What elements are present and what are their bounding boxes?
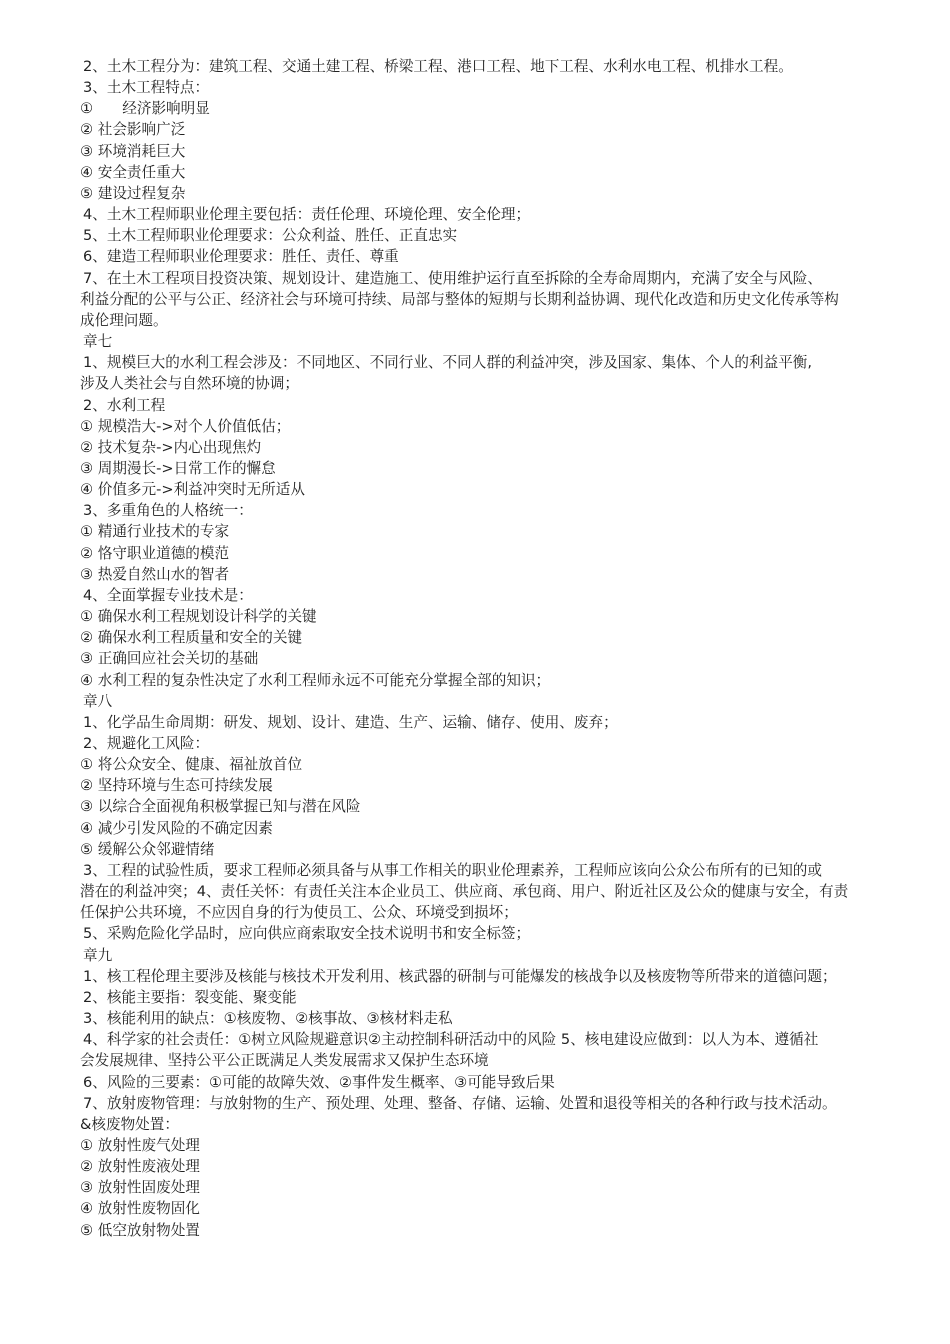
text-line: ④ 放射性废物固化: [80, 1200, 200, 1218]
text-line: 成伦理问题。: [80, 311, 168, 329]
text-line: 1、核工程伦理主要涉及核能与核技术开发利用、核武器的研制与可能爆发的核战争以及核废物等所带来的道德问题；: [83, 967, 837, 985]
text-line: 4、全面掌握专业技术是：: [83, 586, 253, 604]
text-line: ③ 热爱自然山水的智者: [80, 565, 230, 583]
text-line: 2、核能主要指：裂变能、聚变能: [83, 988, 297, 1006]
text-line: 章八: [83, 692, 113, 710]
text-line: ① 放射性废气处理: [80, 1136, 200, 1154]
text-line: 1、规模巨大的水利工程会涉及：不同地区、不同行业、不同人群的利益冲突，涉及国家、集体、个人的利益平衡,: [83, 354, 813, 372]
text-line: ① 经济影响明显: [80, 100, 210, 118]
text-line: ② 技术复杂->内心出现焦灼: [80, 438, 262, 456]
text-line: 4、土木工程师职业伦理主要包括：责任伦理、环境伦理、安全伦理；: [83, 206, 531, 224]
text-line: ③ 以综合全面视角积极掌握已知与潜在风险: [80, 798, 361, 816]
text-line: ② 恪守职业道德的模范: [80, 544, 230, 562]
text-line: 2、水利工程: [83, 396, 166, 414]
text-line: 3、核能利用的缺点：①核废物、②核事故、③核材料走私: [83, 1010, 453, 1028]
text-line: ③ 正确回应社会关切的基础: [80, 650, 259, 668]
text-line: 涉及人类社会与自然环境的协调；: [80, 375, 299, 393]
text-line: ⑤ 缓解公众邻避情绪: [80, 840, 215, 858]
text-line: 7、放射废物管理：与放射物的生产、预处理、处理、整备、存储、运输、处置和退役等相关的各种行政与技术活动。: [83, 1094, 837, 1112]
text-line: 任保护公共环境，不应因自身的行为使员工、公众、环境受到损坏；: [80, 904, 518, 922]
text-line: 章九: [83, 946, 113, 964]
text-line: ③ 周期漫长->日常工作的懈怠: [80, 459, 276, 477]
text-line: ④ 减少引发风险的不确定因素: [80, 819, 273, 837]
text-line: ① 规模浩大->对个人价值低估；: [80, 417, 291, 435]
text-line: ④ 价值多元->利益冲突时无所适从: [80, 481, 305, 499]
text-line: 2、规避化工风险：: [83, 735, 210, 752]
text-line: 1、化学品生命周期：研发、规划、设计、建造、生产、运输、储存、使用、废弃；: [83, 713, 618, 731]
text-line: ③ 放射性固废处理: [80, 1179, 200, 1197]
text-line: ⑤ 低空放射物处置: [80, 1221, 200, 1239]
text-line: 7、在土木工程项目投资决策、规划设计、建造施工、使用维护运行直至拆除的全寿命周期内，充满了安全与风险、: [83, 269, 822, 287]
text-line: 2、土木工程分为：建筑工程、交通土建工程、桥梁工程、港口工程、地下工程、水利水电工程、机排水工程。: [83, 58, 793, 75]
text-line: 5、采购危险化学品时，应向供应商索取安全技术说明书和安全标签；: [83, 925, 531, 943]
text-line: ② 确保水利工程质量和安全的关键: [80, 629, 303, 647]
text-line: &核废物处置：: [80, 1115, 179, 1133]
text-line: 6、风险的三要素：①可能的故障失效、②事件发生概率、③可能导致后果: [83, 1073, 555, 1091]
text-line: ① 将公众安全、健康、福祉放首位: [80, 756, 303, 774]
text-line: 3、土木工程特点：: [83, 79, 210, 97]
text-line: ① 精通行业技术的专家: [80, 523, 230, 541]
text-line: 3、多重角色的人格统一：: [83, 502, 253, 520]
text-line: 6、建造工程师职业伦理要求：胜任、责任、尊重: [83, 248, 399, 266]
text-line: 潜在的利益冲突；4、责任关怀：有责任关注本企业员工、供应商、承包商、用户、附近社区及公众的健康与安全，有责: [80, 883, 849, 901]
text-line: 5、土木工程师职业伦理要求：公众利益、胜任、正直忠实: [83, 227, 458, 245]
text-line: ② 坚持环境与生态可持续发展: [80, 777, 273, 795]
text-line: 利益分配的公平与公正、经济社会与环境可持续、局部与整体的短期与长期利益协调、现代化改造和历史文化传承等构: [80, 290, 839, 308]
text-line: ⑤ 建设过程复杂: [80, 184, 186, 202]
text-line: 3、工程的试验性质，要求工程师必须具备与从事工作相关的职业伦理素养，工程师应该向公众公布所有的已知的或: [83, 861, 822, 879]
text-line: ① 确保水利工程规划设计科学的关键: [80, 608, 317, 626]
text-line: 会发展规律、坚持公平公正既满足人类发展需求又保护生态环境: [80, 1052, 489, 1070]
text-line: ④ 安全责任重大: [80, 163, 186, 181]
text-line: ④ 水利工程的复杂性决定了水利工程师永远不可能充分掌握全部的知识；: [80, 671, 551, 689]
text-line: 章七: [83, 333, 113, 351]
text-line: 4、科学家的社会责任：①树立风险规避意识②主动控制科研活动中的风险 5、核电建设应做到：以人为本、遵循社: [83, 1031, 819, 1049]
text-line: ② 放射性废液处理: [80, 1158, 200, 1176]
text-line: ③ 环境消耗巨大: [80, 142, 186, 160]
text-line: ② 社会影响广泛: [80, 121, 186, 139]
